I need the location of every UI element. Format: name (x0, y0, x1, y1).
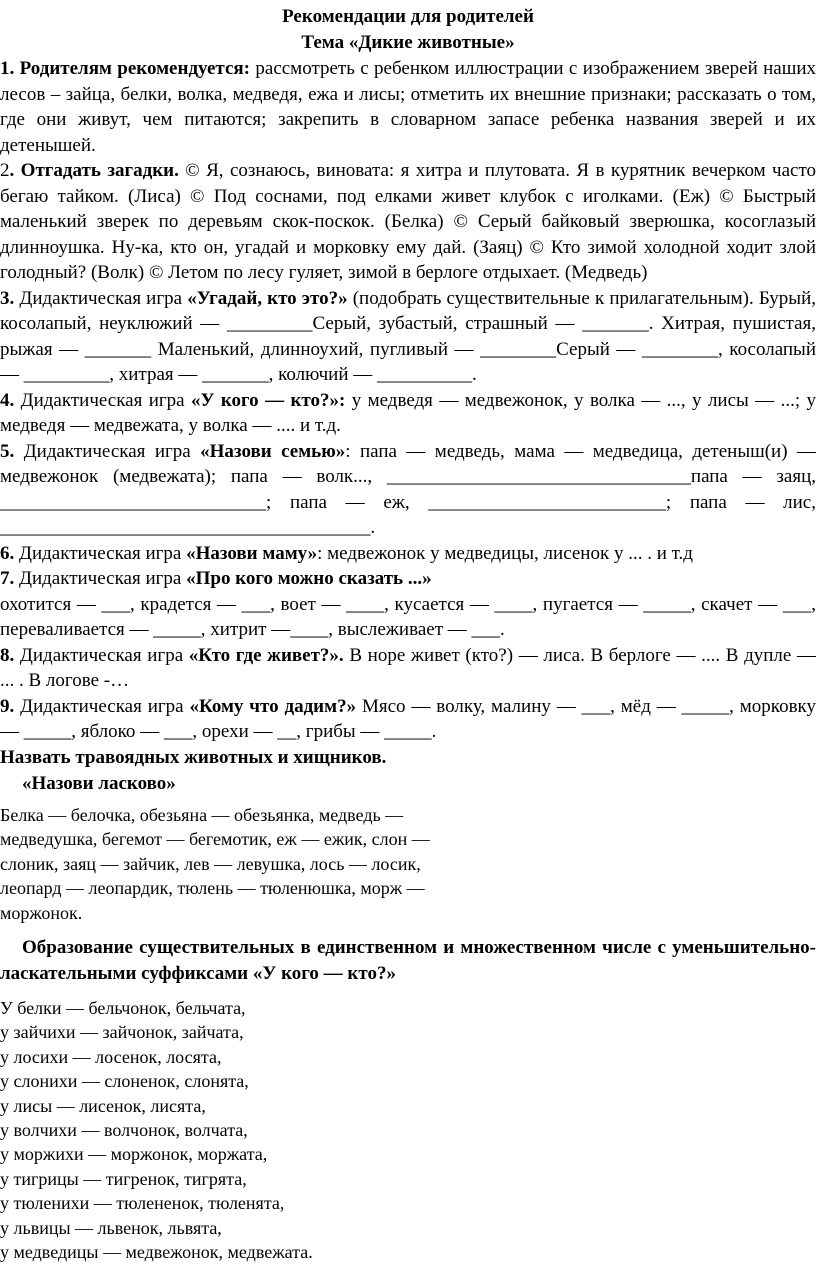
formation-list (0, 996, 816, 1264)
formation-line: у лосихи — лосенок, лосята, (0, 1046, 222, 1067)
paragraph-6-text: : медвежонок у медведицы, лисенок у ... . и т.д (317, 542, 693, 564)
formation-line: у слонихи — слоненок, слонята, (0, 1071, 249, 1092)
paragraph-6-number: 6. (0, 542, 15, 564)
formation-heading: Образование существительных в единственном и множественном числе с уменьшительно-ласкательными суффиксами «У кого — кто?» (0, 937, 816, 984)
paragraph-6-pre: Дидактическая игра (14, 542, 187, 564)
paragraph-8 (0, 643, 816, 694)
paragraph-1-text: рассмотреть с ребенком иллюстрации с изображением зверей наших лесов – зайца, белки, волка, медведя, ежа и лисы; отметить их внешние признаки; рассказать о том, где они живут, чем питаются; закрепить в словарном запасе ребенка названия зверей и их детенышей. (0, 58, 816, 156)
paragraph-9-number: 9. (0, 695, 15, 717)
paragraph-5-pre: Дидактическая игра (14, 440, 201, 462)
paragraph-5 (0, 439, 816, 541)
paragraph-3-text: (подобрать существительные к прилагательным). Бурый, косолапый, неуклюжий — _________Серый, зубастый, страшный — _______. Хитрая, пушистая, рыжая — _______ Маленький, длинноухий, пугливый — ________Серый — ________, косолапый — _________, хитрая — _______, колючий — __________. (0, 287, 816, 385)
formation-line: у лисы — лисенок, лисята, (0, 1095, 206, 1116)
formation-line: У белки — бельчонок, бельчата, (0, 998, 246, 1018)
formation-line: у тигрицы — тигренок, тигрята, (0, 1168, 247, 1189)
herbivores-heading: Назвать травоядных животных и хищников. (0, 746, 387, 768)
paragraph-1-lead: Родителям рекомендуется: (19, 58, 251, 79)
paragraph-3 (0, 286, 816, 388)
paragraph-7-number: 7. (0, 568, 15, 589)
paragraph-6-lead: «Назови маму» (186, 542, 318, 564)
paragraph-4-lead: «У кого — кто?»: (191, 389, 346, 411)
paragraph-7-pre: Дидактическая игра (14, 568, 187, 589)
paragraph-2-text: © Я, сознаюсь, виновата: я хитра и плутовата. Я в курятник вечерком часто бегаю тайком. (Лиса) © Под соснами, под елками живет клубок с иголками. (Еж) © Быстрый маленький зверек по деревьям скок-поскок. (Белка) © Серый байковый зверюшка, косоглазый длинноушка. Ну-ка, кто он, угадай и морковку ему дай. (Заяц) © Кто зимой холодной ходит злой голодный? (Волк) © Летом по лесу гуляет, зимой в берлоге отдыхает. (Медведь) (0, 160, 816, 283)
paragraph-9-pre: Дидактическая игра (14, 695, 190, 717)
paragraph-7-lead: «Про кого можно сказать ...» (186, 568, 432, 589)
affectionate-line: медведушка, бегемот — бегемотик, еж — ежик, слон — (0, 829, 430, 849)
paragraph-9-text: Мясо — волку, малину — ___, мёд — _____, морковку — _____, яблоко — ___, орехи — __, грибы — _____. (0, 695, 816, 742)
paragraph-6 (0, 541, 816, 567)
affectionate-line: Белка — белочка, обезьяна — обезьянка, медведь — (0, 804, 404, 825)
paragraph-5-number: 5. (0, 440, 15, 462)
document-subtitle: Тема «Дикие животные» (301, 32, 515, 53)
document-title: Рекомендации для родителей (282, 6, 534, 27)
paragraph-8-text: В норе живет (кто?) — лиса. В берлоге — .... В дупле — ... . В логове -… (0, 644, 816, 691)
paragraph-3-lead: «Угадай, кто это?» (187, 287, 348, 309)
paragraph-3-pre: Дидактическая игра (14, 287, 188, 309)
paragraph-2 (0, 158, 816, 286)
paragraph-8-pre: Дидактическая игра (14, 644, 189, 666)
paragraph-4 (0, 388, 816, 439)
paragraph-2-lead: . Отгадать загадки. (9, 160, 179, 181)
affectionate-list (0, 803, 816, 926)
paragraph-4-number: 4. (0, 389, 15, 411)
paragraph-8-lead: «Кто где живет?». (188, 644, 344, 666)
paragraph-9-lead: «Кому что дадим?» (189, 695, 357, 717)
paragraph-2-number: 2 (0, 160, 10, 181)
paragraph-1-number: 1. (0, 58, 15, 79)
paragraph-4-text: у медведя — медвежонок, у волка — ..., у лисы — ...; у медведя — медвежата, у волка — .... и т.д. (0, 389, 816, 436)
formation-line: у львицы — львенок, львята, (0, 1217, 222, 1238)
paragraph-3-number: 3. (0, 287, 15, 309)
affectionate-line: леопард — леопардик, тюлень — тюленюшка, морж — (0, 878, 425, 898)
paragraph-9 (0, 694, 816, 745)
formation-line: у тюленихи — тюлененок, тюленята, (0, 1193, 285, 1214)
paragraph-5-text: : папа — медведь, мама — медведица, детеныш(и) — медвежонок (медвежата); папа — волк..., ________________________________папа — заяц, ____________________________; папа — еж, _________________________; папа — лис, _______________________________________. (0, 440, 816, 538)
paragraph-8-number: 8. (0, 644, 15, 666)
formation-line: у зайчихи — зайчонок, зайчата, (0, 1022, 244, 1043)
affectionate-line: слоник, заяц — зайчик, лев — левушка, лось — лосик, (0, 853, 421, 874)
formation-line: у волчихи — волчонок, волчата, (0, 1120, 248, 1141)
paragraph-7 (0, 566, 816, 643)
formation-line: у моржихи — моржонок, моржата, (0, 1144, 268, 1165)
paragraph-1 (0, 56, 816, 158)
affectionate-line: моржонок. (0, 902, 83, 923)
paragraph-4-pre: Дидактическая игра (14, 389, 191, 411)
paragraph-5-lead: «Назови семью» (200, 440, 346, 462)
affectionate-heading: «Назови ласково» (22, 772, 176, 794)
formation-line: у медведицы — медвежонок, медвежата. (0, 1242, 313, 1263)
paragraph-7-text: охотится — ___, крадется — ___, воет — ____, кусается — ____, пугается — _____, скачет — ___, переваливается — _____, хитрит —____, выслеживает — ___. (0, 593, 816, 640)
